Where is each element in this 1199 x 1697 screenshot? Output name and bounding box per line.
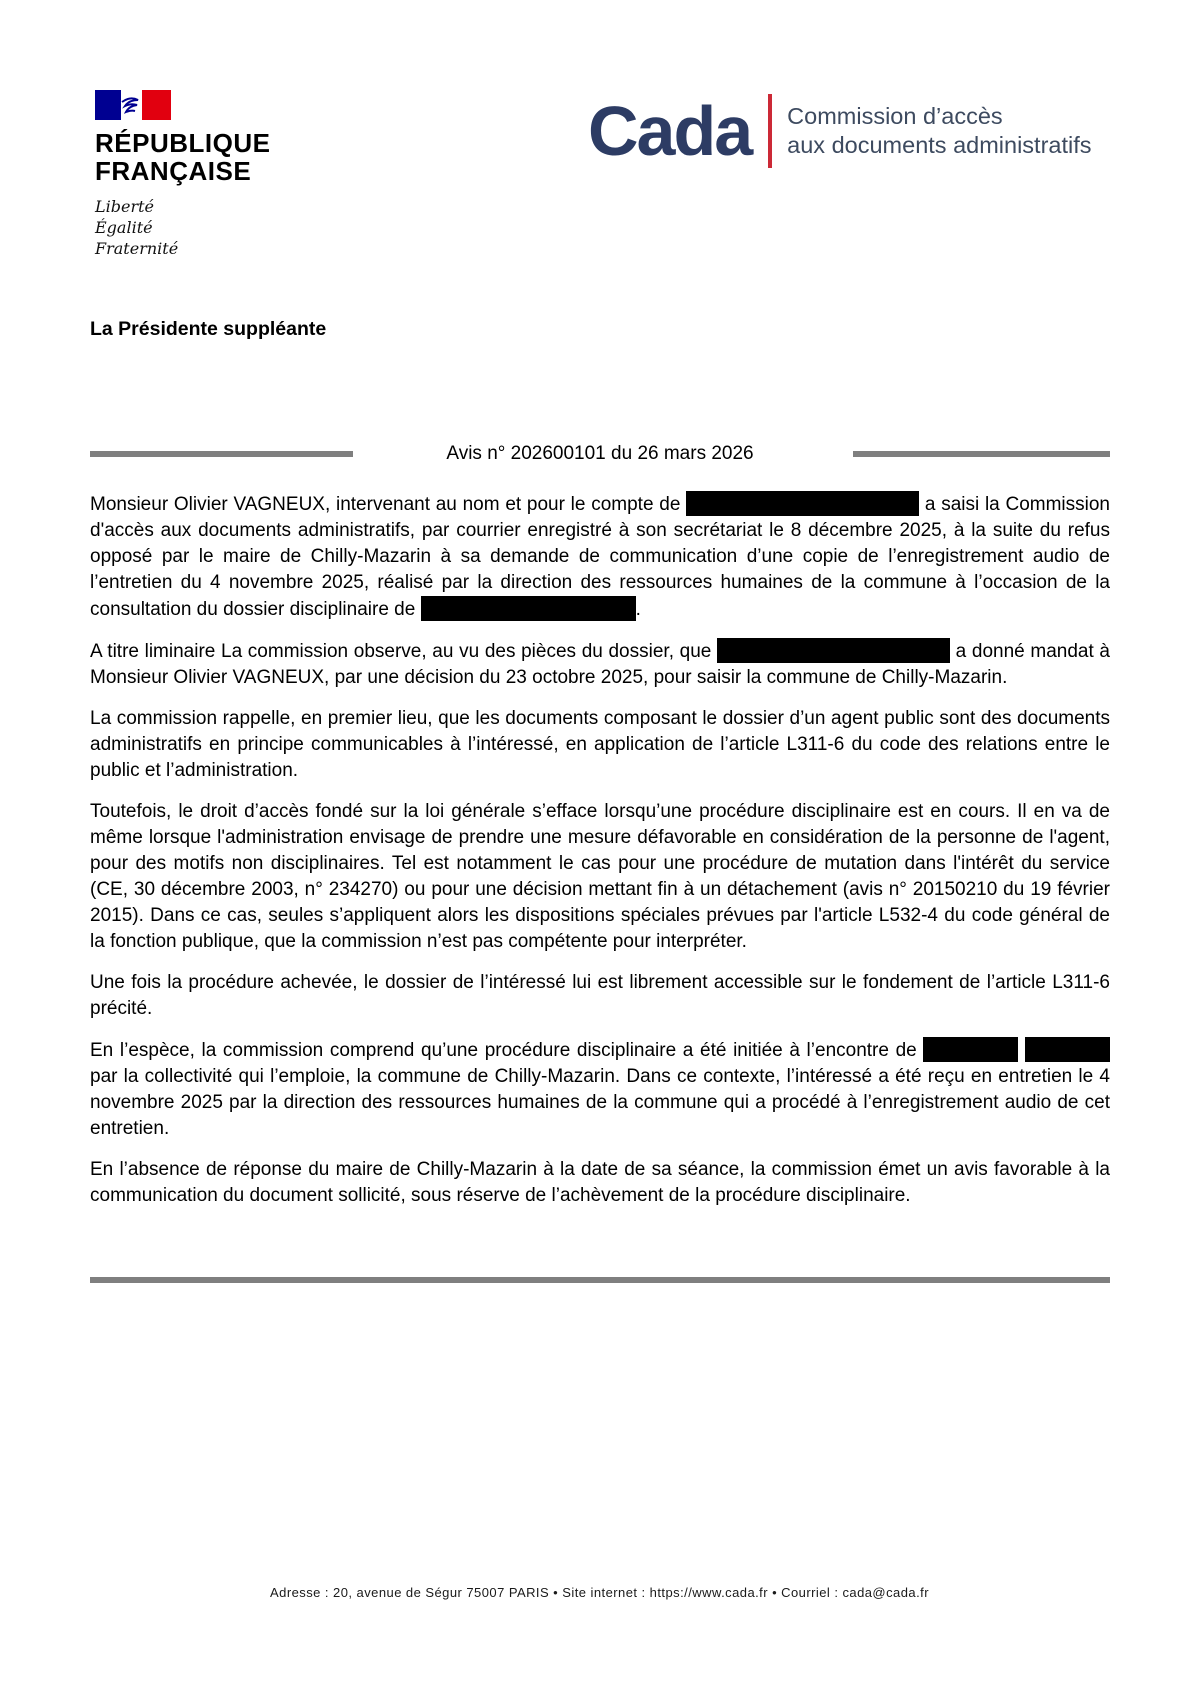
redaction-box [1025, 1037, 1110, 1062]
redaction-box [421, 596, 636, 621]
devise [95, 196, 270, 259]
devise-fraternite: Fraternité [95, 239, 179, 258]
avis-header-right-bar [853, 451, 1110, 457]
signatory-title: La Présidente suppléante [90, 318, 327, 340]
marianne-flag-icon [95, 90, 171, 120]
francaise-word: FRANÇAISE [95, 156, 252, 186]
redaction-box [686, 491, 919, 516]
republique-francaise-logo [95, 90, 270, 259]
letter-body [90, 491, 1110, 1224]
cada-wordmark: Cada [588, 92, 752, 170]
devise-egalite: Égalité [95, 218, 153, 237]
paragraph: Une fois la procédure achevée, le dossier de l’intéressé lui est librement accessible sur le fondement de l’article L311-6 précité. [90, 972, 1110, 1019]
cada-logo-divider [768, 94, 772, 168]
paragraph: La commission rappelle, en premier lieu, que les documents composant le dossier d’un agent public sont des documents administratifs en principe communicables à l’intéressé, en application de l’article L311-6 du code des relations entre le public et l’administration. [90, 708, 1110, 781]
avis-header [90, 443, 1110, 467]
paragraph: En l’espèce, la commission comprend qu’une procédure disciplinaire a été initiée à l’encontre de par la collectivité qui l’emploie, la commune de Chilly-Mazarin. Dans ce contexte, l’intéressé a été reçu en entretien le 4 novembre 2025 par la direction des ressources humaines de la commune qui a procédé à l’enregistrement audio de cet entretien. [90, 1037, 1110, 1142]
redaction-box [923, 1037, 1018, 1062]
cada-tagline-line1: Commission d’accès [787, 103, 1003, 129]
paragraph: Toutefois, le droit d’accès fondé sur la loi générale s’efface lorsqu’une procédure disciplinaire est en cours. Il en va de même lorsque l'administration envisage de prendre une mesure défavorable en considération de la personne de l'agent, pour des motifs non disciplinaires. Tel est notamment le cas pour une procédure de mutation dans l'intérêt du service (CE, 30 décembre 2003, n° 234270) ou pour une décision mettant fin à un détachement (avis n° 20150210 du 19 février 2015). Dans ce cas, seules s’appliquent alors les dispositions spéciales prévues par l'article L532-4 du code général de la fonction publique, que la commission n’est pas compétente pour interpréter. [90, 801, 1110, 952]
footer-contact-line: Adresse : 20, avenue de Ségur 75007 PARIS • Site internet : https://www.cada.fr • Courriel : cada@cada.fr [270, 1585, 929, 1600]
republique-word: RÉPUBLIQUE [95, 128, 271, 158]
paragraph: En l’absence de réponse du maire de Chilly-Mazarin à la date de sa séance, la commission émet un avis favorable à la communication du document sollicité, sous réserve de l’achèvement de la procédure disciplinaire. [90, 1159, 1110, 1206]
avis-title: Avis n° 202600101 du 26 mars 2026 [446, 443, 754, 464]
redaction-box [717, 638, 950, 663]
paragraph: Monsieur Olivier VAGNEUX, intervenant au nom et pour le compte de a saisi la Commission d'accès aux documents administratifs, par courrier enregistré à son secrétariat le 8 décembre 2025, à la suite du refus opposé par le maire de Chilly-Mazarin à sa demande de communication d’une copie de l’enregistrement audio de l’entretien du 4 novembre 2025, réalisé par la direction des ressources humaines de la commune à l’occasion de la consultation du dossier disciplinaire de . [90, 491, 1110, 623]
bottom-divider [90, 1277, 1110, 1283]
cada-tagline [787, 102, 1091, 160]
cada-logo [588, 92, 1092, 170]
devise-liberte: Liberté [95, 197, 154, 216]
paragraph: A titre liminaire La commission observe, au vu des pièces du dossier, que a donné mandat à Monsieur Olivier VAGNEUX, par une décision du 23 octobre 2025, pour saisir la commune de Chilly-Mazarin. [90, 638, 1110, 691]
cada-tagline-line2: aux documents administratifs [787, 132, 1092, 158]
